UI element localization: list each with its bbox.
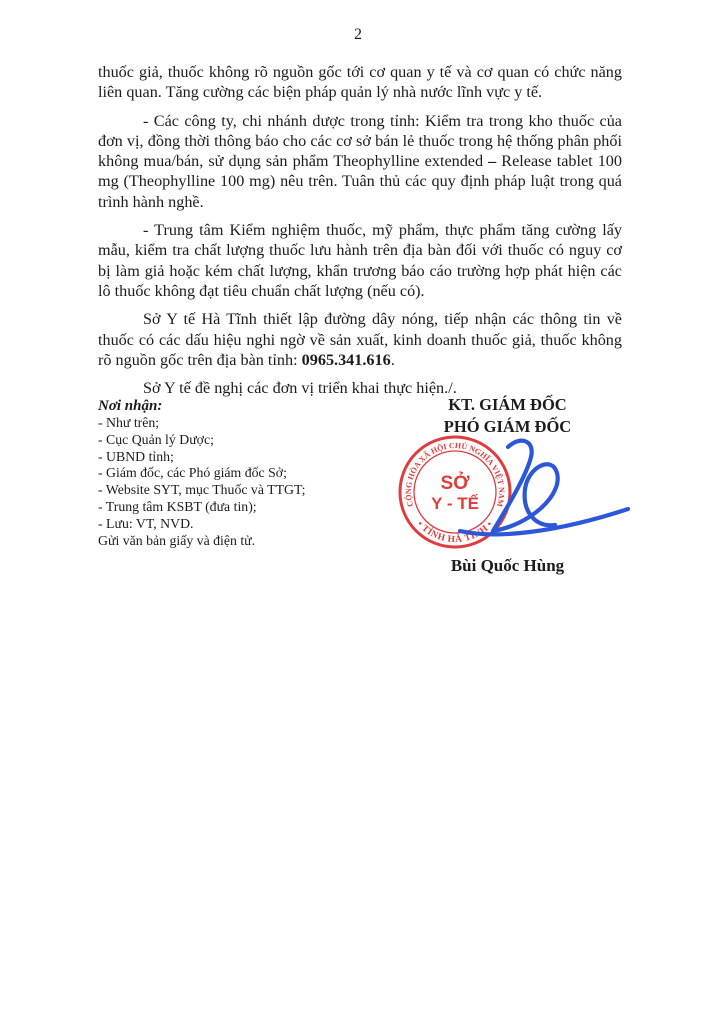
recipient-item: - Website SYT, mục Thuốc và TTGT; [98, 482, 306, 498]
signer-title-line2: PHÓ GIÁM ĐỐC [443, 416, 572, 436]
closing-paragraph: Sở Y tế đề nghị các đơn vị triển khai thực hiện./. [143, 379, 457, 398]
recipient-item: - UBND tỉnh; [98, 448, 174, 464]
stamp-center-line1: SỞ [440, 473, 470, 494]
document-body [98, 62, 622, 406]
delivery-note: Gửi văn bản giấy và điện tử. [98, 532, 256, 548]
signer-title-line1: KT. GIÁM ĐỐC [448, 395, 567, 414]
paragraph: thuốc giả, thuốc không rõ nguồn gốc tới cơ quan y tế và cơ quan có chức năng liên quan. Tăng cường các biện pháp quản lý nhà nước lĩnh vực y tế. [98, 63, 622, 102]
stamp-arc-top-text: CỘNG HÒA XÃ HỘI CHỦ NGHĨA VIỆT NAM [403, 441, 507, 508]
recipient-item: - Trung tâm KSBT (đưa tin); [98, 498, 257, 514]
paragraph: - Các công ty, chi nhánh dược trong tỉnh: Kiểm tra trong kho thuốc của đơn vị, đồng thời thông báo cho các cơ sở bán lẻ thuốc trong hệ thống phân phối không mua/bán, sử dụng sản phẩm Theophylline extended – Release tablet 100 mg (Theophylline 100 mg) nêu trên. Tuân thủ các quy định pháp luật trong quá trình hành nghề. [98, 111, 622, 211]
recipients-list [98, 397, 378, 549]
recipient-item: - Như trên; [98, 415, 160, 430]
paragraph: Sở Y tế Hà Tĩnh thiết lập đường dây nóng, tiếp nhận các thông tin về thuốc có các dấu hiệu nghi ngờ về sản xuất, kinh doanh thuốc giả, thuốc không rõ nguồn gốc trên địa bàn tỉnh: 0965.341.616. [98, 310, 622, 369]
recipient-item: - Giám đốc, các Phó giám đốc Sở; [98, 465, 287, 481]
stamp-center-line2: Y - TẾ [431, 494, 479, 513]
recipients-heading: Nơi nhận: [98, 398, 163, 414]
recipient-item: - Lưu: VT, NVD. [98, 515, 194, 531]
signer-titles [385, 394, 630, 437]
signer-name: Bùi Quốc Hùng [450, 556, 565, 575]
recipient-item: - Cục Quản lý Dược; [98, 431, 214, 447]
stamp-arc-bottom-text: • TỈNH HÀ TĨNH • [414, 519, 496, 546]
paragraph: - Trung tâm Kiểm nghiệm thuốc, mỹ phẩm, thực phẩm tăng cường lấy mẫu, kiểm tra chất lượng thuốc lưu hành trên địa bàn đối với thuốc có nguy cơ bị làm giả hoặc kém chất lượng, khẩn trương báo cáo trường hợp phát hiện các lô thuốc không đạt tiêu chuẩn chất lượng (nếu có). [98, 221, 622, 300]
page-number: 2 [354, 26, 362, 43]
